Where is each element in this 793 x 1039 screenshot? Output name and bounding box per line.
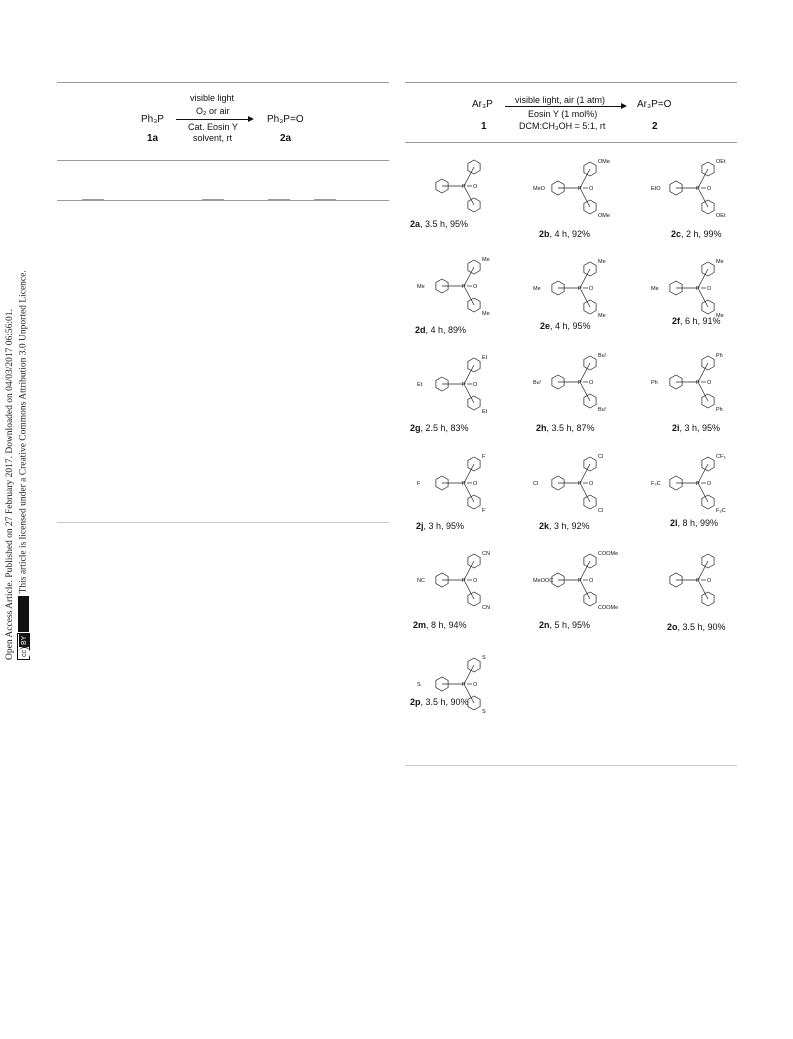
phosphorus-atom-label: P — [578, 578, 582, 584]
left-col-mark-1 — [82, 199, 104, 201]
structure-2k — [518, 443, 628, 521]
open-access-notice: Open Access Article. Published on 27 February 2017. Downloaded on 04/03/2017 06:56:01. — [5, 309, 15, 660]
compound-number: 2k — [539, 521, 550, 531]
right-condition-light: visible light, air (1 atm) — [515, 95, 606, 105]
reaction-time-yield: , 4 h, 92% — [549, 229, 591, 239]
substituent-label: Buᵗ — [598, 407, 606, 413]
structure-2m — [402, 540, 512, 618]
phosphorus-atom-label: P — [462, 184, 466, 190]
product-caption — [413, 620, 467, 630]
oxygen-atom-label: O — [589, 481, 594, 487]
structure-2o — [636, 540, 746, 618]
right-scheme-top-rule — [405, 82, 737, 83]
reaction-time-yield: , 3 h, 95% — [679, 423, 721, 433]
phosphorus-atom-label: P — [462, 284, 466, 290]
structure-drawing-2o — [636, 540, 746, 618]
substituent-label: Cl — [598, 454, 604, 460]
left-condition-solvent: solvent, rt — [193, 133, 233, 143]
oxygen-atom-label: O — [707, 380, 712, 386]
oxygen-atom-label: O — [707, 186, 712, 192]
substituent-label: Me — [716, 259, 724, 265]
oxygen-atom-label: O — [707, 286, 712, 292]
compound-number: 2b — [539, 229, 550, 239]
right-condition-catalyst: Eosin Y (1 mol%) — [528, 109, 598, 119]
substituent-label: Et — [417, 382, 423, 388]
substituent-label: EtO — [651, 186, 661, 192]
compound-number: 2c — [671, 229, 682, 239]
substituent-label: COOMe — [598, 551, 619, 557]
right-product: Ar₃P=O — [637, 99, 672, 110]
substituent-label: OMe — [598, 159, 610, 165]
oxygen-atom-label: O — [473, 184, 478, 190]
oxygen-atom-label: O — [707, 578, 712, 584]
substituent-label: Ph — [716, 353, 723, 359]
substituent-label: Et — [482, 409, 488, 415]
left-reactant-id: 1a — [147, 133, 159, 144]
reaction-time-yield: , 2 h, 99% — [681, 229, 722, 239]
substituent-label: S — [482, 709, 486, 715]
phosphorus-atom-label: P — [696, 481, 700, 487]
substituent-label: S — [417, 682, 421, 688]
compound-number: 2n — [539, 620, 550, 630]
right-product-id: 2 — [652, 121, 658, 132]
structure-drawing-2g — [402, 344, 512, 422]
structure-drawing-2l — [636, 443, 746, 521]
product-caption — [410, 219, 468, 229]
reaction-time-yield: , 3.5 h, 90% — [420, 697, 469, 707]
substituent-label: S — [482, 655, 486, 661]
left-table-top-rule — [57, 82, 389, 83]
compound-number: 2e — [540, 321, 551, 331]
phosphorus-atom-label: P — [462, 481, 466, 487]
reaction-time-yield: , 6 h, 91% — [680, 316, 721, 326]
reaction-time-yield: , 4 h, 89% — [425, 325, 467, 335]
structure-2f — [636, 248, 746, 326]
compound-number: 2i — [672, 423, 680, 433]
product-caption — [416, 521, 464, 531]
substituent-label: Cl — [598, 508, 604, 514]
phosphorus-atom-label: P — [462, 578, 466, 584]
right-condition-solvent: DCM:CH₃OH = 5:1, rt — [519, 121, 606, 131]
oxygen-atom-label: O — [589, 578, 594, 584]
structure-drawing-2n — [518, 540, 628, 618]
substituent-label: NC — [417, 578, 425, 584]
compound-number: 2m — [413, 620, 427, 630]
substituent-label: Me — [598, 313, 606, 319]
substituent-label: OMe — [598, 213, 610, 219]
compound-number: 2p — [410, 697, 421, 707]
structure-2n — [518, 540, 628, 618]
structure-2e — [518, 248, 628, 326]
right-reactant: Ar₃P — [472, 99, 493, 110]
compound-number: 2a — [410, 219, 421, 229]
structure-2h — [518, 342, 628, 420]
substituent-label: CN — [482, 605, 490, 611]
structure-drawing-2c — [636, 148, 746, 226]
substituent-label: Me — [417, 284, 425, 290]
structure-2d — [402, 246, 512, 324]
substituent-label: OEt — [716, 159, 726, 165]
reaction-time-yield: , 3 h, 92% — [549, 521, 590, 531]
structure-drawing-2a — [402, 146, 512, 224]
right-scheme-header-rule — [405, 142, 737, 143]
left-condition-light: visible light — [190, 93, 235, 103]
phosphorus-atom-label: P — [462, 382, 466, 388]
reaction-time-yield: , 3.5 h, 95% — [420, 219, 469, 229]
structure-drawing-2p — [402, 644, 512, 722]
substituent-label: CF₃ — [716, 454, 726, 460]
product-caption — [536, 423, 595, 433]
product-caption — [410, 423, 469, 433]
left-product-id: 2a — [280, 133, 292, 144]
product-caption — [410, 697, 469, 707]
compound-number: 2l — [670, 518, 678, 528]
structure-2c — [636, 148, 746, 226]
structure-2i — [636, 342, 746, 420]
compound-number: 2j — [416, 521, 424, 531]
structure-drawing-2i — [636, 342, 746, 420]
phosphorus-atom-label: P — [578, 186, 582, 192]
product-caption — [672, 316, 721, 326]
substituent-label: MeOOC — [533, 578, 554, 584]
structure-drawing-2h — [518, 342, 628, 420]
structure-drawing-2k — [518, 443, 628, 521]
by-badge-label: BY — [21, 635, 28, 645]
oxygen-atom-label: O — [589, 286, 594, 292]
structure-drawing-2b — [518, 148, 628, 226]
substituent-label: Me — [482, 311, 490, 317]
substituent-label: F — [482, 454, 486, 460]
left-condition-catalyst: Cat. Eosin Y — [188, 122, 238, 132]
left-table-bottom-rule — [57, 522, 389, 523]
left-condition-oxidant: O₂ or air — [196, 106, 230, 116]
product-caption — [539, 620, 590, 630]
reaction-time-yield: , 3.5 h, 87% — [546, 423, 595, 433]
product-caption — [670, 518, 718, 528]
left-table-header-rule — [57, 160, 389, 161]
left-col-mark-2 — [202, 199, 224, 201]
substituent-label: Me — [716, 313, 724, 319]
substituent-label: Buᵗ — [533, 380, 541, 386]
compound-number: 2g — [410, 423, 421, 433]
substituent-label: F — [482, 508, 486, 514]
substituent-label: MeO — [533, 186, 545, 192]
structure-2l — [636, 443, 746, 521]
substituent-label: Me — [482, 257, 490, 263]
substituent-label: Cl — [533, 481, 539, 487]
phosphorus-atom-label: P — [578, 380, 582, 386]
cc-badge-label: cc — [19, 647, 30, 659]
substituent-label: Et — [482, 355, 488, 361]
reaction-time-yield: , 3.5 h, 90% — [677, 622, 726, 632]
reaction-time-yield: , 4 h, 95% — [550, 321, 591, 331]
product-caption — [672, 423, 720, 433]
product-caption — [539, 229, 590, 239]
substituent-label: Me — [533, 286, 541, 292]
substituent-label: Ph — [716, 407, 723, 413]
phosphorus-atom-label: P — [462, 682, 466, 688]
structure-2j — [402, 443, 512, 521]
phosphorus-atom-label: P — [696, 286, 700, 292]
structure-drawing-2f — [636, 248, 746, 326]
phosphorus-atom-label: P — [578, 481, 582, 487]
substituent-label: CN — [482, 551, 490, 557]
structure-drawing-2m — [402, 540, 512, 618]
substituent-label: F₃C — [651, 481, 661, 487]
oxygen-atom-label: O — [707, 481, 712, 487]
phosphorus-atom-label: P — [696, 578, 700, 584]
left-reaction-arrow — [176, 119, 250, 120]
structure-drawing-2e — [518, 248, 628, 326]
left-product: Ph₃P=O — [267, 114, 304, 125]
oxygen-atom-label: O — [473, 682, 478, 688]
product-caption — [415, 325, 466, 335]
structure-drawing-2d — [402, 246, 512, 324]
compound-number: 2h — [536, 423, 547, 433]
oxygen-atom-label: O — [473, 481, 478, 487]
badge-bar — [18, 596, 29, 632]
phosphorus-atom-label: P — [696, 380, 700, 386]
substituent-label: F₃C — [716, 508, 726, 514]
substituent-label: F — [417, 481, 421, 487]
product-caption — [671, 229, 722, 239]
product-caption — [540, 321, 591, 331]
right-reaction-arrow — [505, 106, 623, 107]
reaction-time-yield: , 8 h, 94% — [426, 620, 467, 630]
left-col-mark-3 — [268, 199, 290, 201]
cc-by-badge[interactable] — [17, 633, 30, 660]
structure-2b — [518, 148, 628, 226]
oxygen-atom-label: O — [589, 186, 594, 192]
left-reactant: Ph₃P — [141, 114, 164, 125]
reaction-time-yield: , 8 h, 99% — [677, 518, 719, 528]
right-scheme-bottom-rule — [405, 765, 737, 766]
substituent-label: Me — [598, 259, 606, 265]
compound-number: 2f — [672, 316, 681, 326]
phosphorus-atom-label: P — [696, 186, 700, 192]
right-reactant-id: 1 — [481, 121, 487, 132]
licence-notice[interactable]: This article is licensed under a Creative Commons Attribution 3.0 Unported Licence. — [18, 270, 29, 594]
structure-drawing-2j — [402, 443, 512, 521]
substituent-label: COOMe — [598, 605, 619, 611]
substituent-label: Me — [651, 286, 659, 292]
structure-2g — [402, 344, 512, 422]
oxygen-atom-label: O — [589, 380, 594, 386]
reaction-time-yield: , 2.5 h, 83% — [420, 423, 469, 433]
reaction-time-yield: , 3 h, 95% — [423, 521, 465, 531]
oxygen-atom-label: O — [473, 284, 478, 290]
structure-2p — [402, 644, 512, 722]
oxygen-atom-label: O — [473, 382, 478, 388]
phosphorus-atom-label: P — [578, 286, 582, 292]
compound-number: 2d — [415, 325, 426, 335]
oxygen-atom-label: O — [473, 578, 478, 584]
reaction-time-yield: , 5 h, 95% — [549, 620, 591, 630]
product-caption — [539, 521, 590, 531]
product-caption — [667, 622, 726, 632]
structure-2a — [402, 146, 512, 224]
substituent-label: OEt — [716, 213, 726, 219]
compound-number: 2o — [667, 622, 678, 632]
substituent-label: Ph — [651, 380, 658, 386]
substituent-label: Buᵗ — [598, 353, 606, 359]
left-col-mark-4 — [314, 199, 336, 201]
